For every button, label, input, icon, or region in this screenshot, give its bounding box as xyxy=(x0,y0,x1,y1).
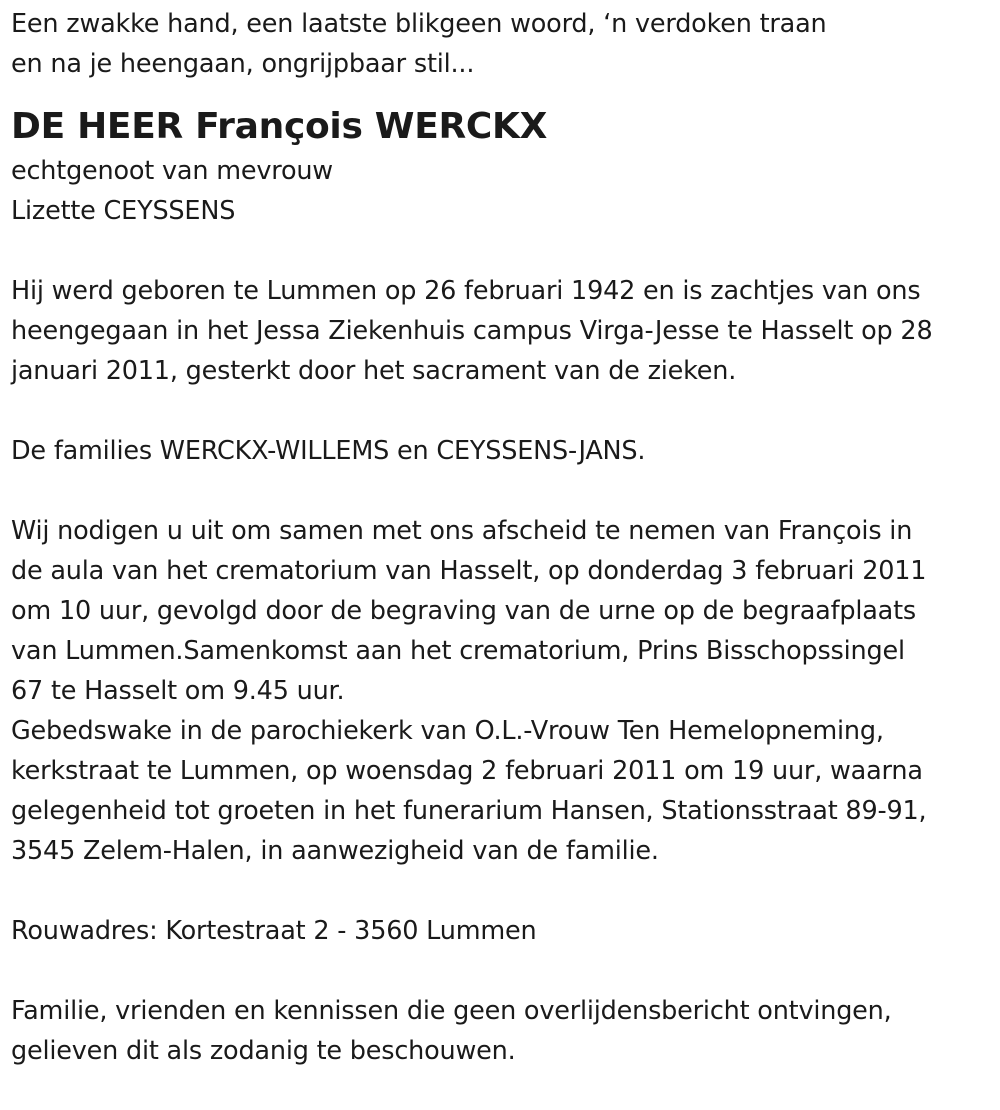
spacer xyxy=(11,391,991,431)
closing-paragraph xyxy=(11,991,991,1071)
spacer xyxy=(11,231,991,271)
poem-line: Een zwakke hand, een laatste blikgeen woord, ‘n verdoken traan xyxy=(11,9,827,39)
paragraph-line: de aula van het crematorium van Hasselt, op donderdag 3 februari 2011 xyxy=(11,556,927,586)
paragraph-line: heengegaan in het Jessa Ziekenhuis campus Virga-Jesse te Hasselt op 28 xyxy=(11,316,933,346)
paragraph-line: 67 te Hasselt om 9.45 uur. xyxy=(11,676,345,706)
paragraph-line: gelieven dit als zodanig te beschouwen. xyxy=(11,1036,516,1066)
paragraph-line: Hij werd geboren te Lummen op 26 februari 1942 en is zachtjes van ons xyxy=(11,276,921,306)
paragraph-line: om 10 uur, gevolgd door de begraving van de urne op de begraafplaats xyxy=(11,596,916,626)
paragraph-line: van Lummen.Samenkomst aan het crematorium, Prins Bisschopssingel xyxy=(11,636,905,666)
obituary-document xyxy=(11,4,991,1071)
spacer xyxy=(11,471,991,511)
paragraph-line: Wij nodigen u uit om samen met ons afscheid te nemen van François in xyxy=(11,516,913,546)
paragraph-line: januari 2011, gesterkt door het sacrament van de zieken. xyxy=(11,356,737,386)
spouse-line: Lizette CEYSSENS xyxy=(11,196,236,226)
paragraph-line: kerkstraat te Lummen, op woensdag 2 februari 2011 om 19 uur, waarna xyxy=(11,756,923,786)
spouse-line: echtgenoot van mevrouw xyxy=(11,156,333,186)
invitation-paragraph xyxy=(11,511,991,871)
paragraph-line: 3545 Zelem-Halen, in aanwezigheid van de familie. xyxy=(11,836,659,866)
spouse-info xyxy=(11,151,991,231)
mourning-address: Rouwadres: Kortestraat 2 - 3560 Lummen xyxy=(11,916,537,946)
spacer xyxy=(11,951,991,991)
deceased-name: DE HEER François WERCKX xyxy=(11,106,548,147)
spacer xyxy=(11,871,991,911)
paragraph-line: Familie, vrienden en kennissen die geen overlijdensbericht ontvingen, xyxy=(11,996,892,1026)
paragraph-line: gelegenheid tot groeten in het funerarium Hansen, Stationsstraat 89-91, xyxy=(11,796,927,826)
paragraph-line: Gebedswake in de parochiekerk van O.L.-Vrouw Ten Hemelopneming, xyxy=(11,716,884,746)
poem-line: en na je heengaan, ongrijpbaar stil... xyxy=(11,49,475,79)
families-line: De families WERCKX-WILLEMS en CEYSSENS-JANS. xyxy=(11,436,646,466)
poem xyxy=(11,4,991,84)
birth-death-paragraph xyxy=(11,271,991,391)
